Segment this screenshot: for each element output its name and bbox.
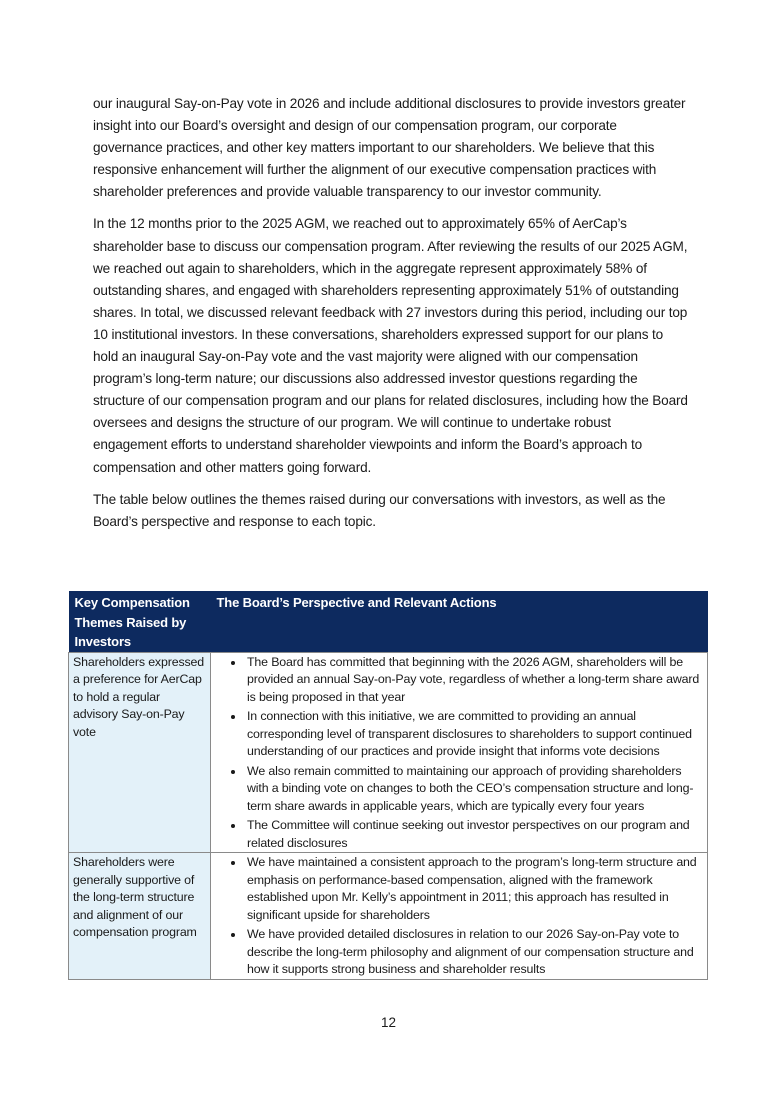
page-number: 12 [380,1015,397,1030]
paragraph: The table below outlines the themes raised during our conversations with investors, as well as the Board’s perspective and response to each topic. [93,491,666,529]
action-item: • We have maintained a consistent approach to the program’s long-term structure and emphasis on performance-based compensation, aligned with the framework established upon Mr. Kelly’s appointment in 2011; this approach has resulted in significant upside for shareholders [245,854,703,924]
engagement-themes-table [68,591,708,980]
body-text [93,93,688,543]
actions-cell [211,652,708,853]
paragraph: our inaugural Say-on-Pay vote in 2026 and include additional disclosures to provide investors greater insight into our Board’s oversight and design of our compensation program, our corporate governance practices, and other key matters important to our shareholders. We believe that this responsive enhancement will further the alignment of our executive compensation practices with shareholder preferences and provide valuable transparency to our investor community. [93,96,686,200]
action-item: • We have provided detailed disclosures in relation to our 2026 Say-on-Pay vote to describe the long-term philosophy and alignment of our compensation structure and how it supports strong business and shareholder results [245,926,703,979]
action-item: • We also remain committed to maintaining our approach of providing shareholders with a binding vote on changes to both the CEO’s compensation structure and long-term share awards in applicable years, which are typically every four years [245,763,703,816]
table-header-row [69,591,708,652]
action-item: • In connection with this initiative, we are committed to providing an annual corresponding level of transparent disclosures to shareholders to support continued understanding of our practices and provide insight that informs vote decisions [245,708,703,761]
actions-cell [211,853,708,980]
action-item: • The Committee will continue seeking out investor perspectives on our program and related disclosures [245,817,703,852]
table-row [69,652,708,853]
action-item: • The Board has committed that beginning with the 2026 AGM, shareholders will be provided an annual Say-on-Pay vote, regardless of whether a long-term share award is being proposed in that year [245,654,703,707]
paragraph: In the 12 months prior to the 2025 AGM, we reached out to approximately 65% of AerCap’s shareholder base to discuss our compensation program. After reviewing the results of our 2025 AGM, we reached out again to shareholders, which in the aggregate represent approximately 58% of outstanding shares, and engaged with shareholders representing approximately 51% of outstanding shares. In total, we discussed relevant feedback with 27 investors during this period, including our top 10 institutional investors. In these conversations, shareholders expressed support for our plans to hold an inaugural Say-on-Pay vote and the vast majority were aligned with our compensation program’s long-term nature; our discussions also addressed investor questions regarding the structure of our compensation program and our plans for related disclosures, including how the Board oversees and designs the structure of our program. We will continue to undertake robust engagement efforts to understand shareholder viewpoints and inform the Board’s approach to compensation and other matters going forward. [93,216,688,475]
header-actions: The Board’s Perspective and Relevant Actions [211,591,708,652]
theme-cell: Shareholders expressed a preference for AerCap to hold a regular advisory Say-on-Pay vote [69,652,211,853]
table-row [69,853,708,980]
header-themes: Key Compensation Themes Raised by Investors [69,591,211,652]
theme-cell: Shareholders were generally supportive of the long-term structure and alignment of our compensation program [69,853,211,980]
